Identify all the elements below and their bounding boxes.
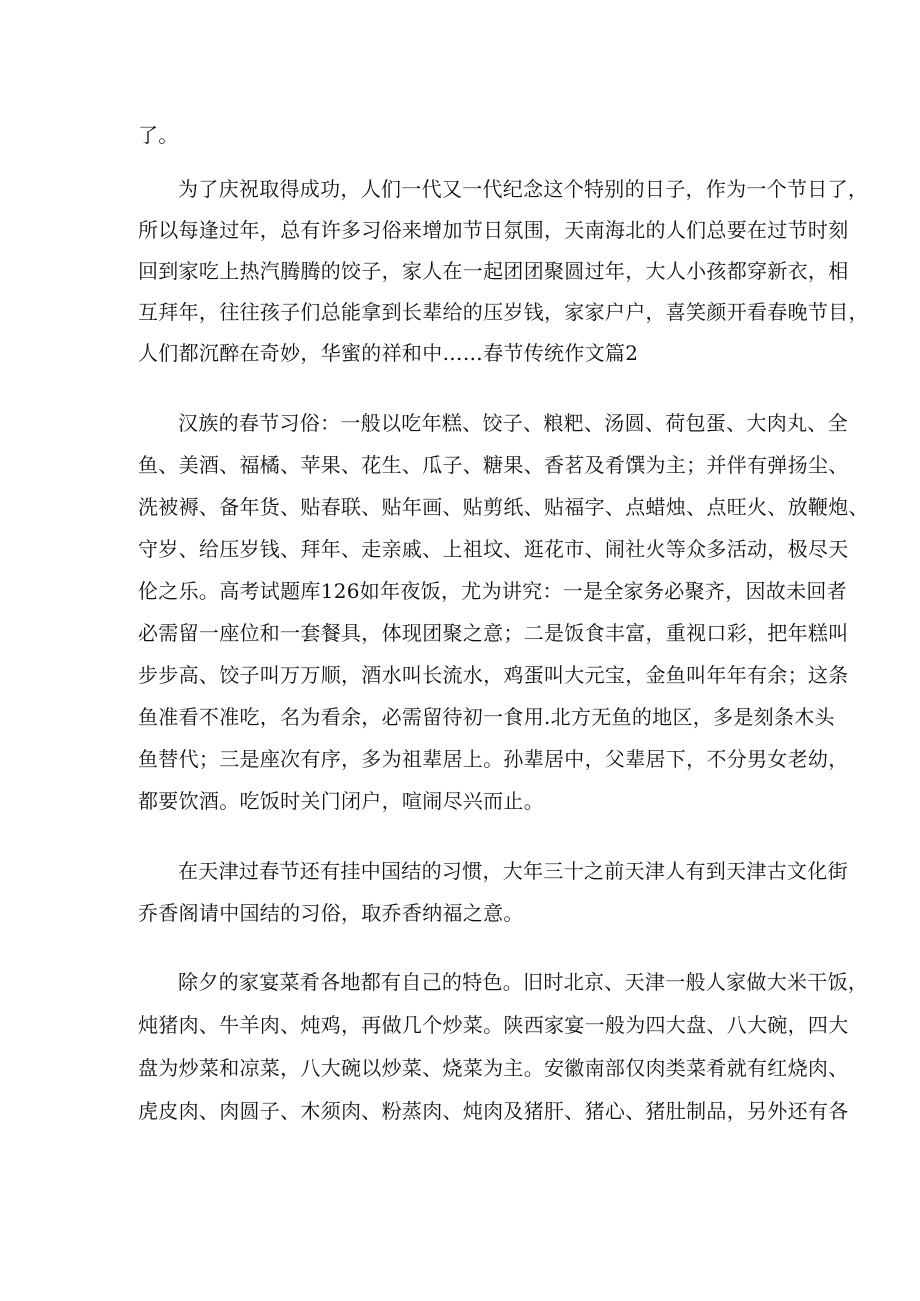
text-line: 为了庆祝取得成功，人们一代又一代纪念这个特别的日子，作为一个节日了， <box>178 177 869 201</box>
text-line: 守岁、给压岁钱、拜年、走亲戚、上祖坟、逛花市、闹社火等众多活动，极尽天 <box>138 537 849 561</box>
text-line: 所以每逢过年，总有许多习俗来增加节日氛围，天南海北的人们总要在过节时刻 <box>138 218 849 242</box>
text-line: 虎皮肉、肉圆子、木须肉、粉蒸肉、炖肉及猪肝、猪心、猪肚制品，另外还有各 <box>138 1099 849 1123</box>
text-line: 洗被褥、备年货、贴春联、贴年画、贴剪纸、贴福字、点蜡烛、点旺火、放鞭炮、 <box>138 495 869 519</box>
text-line: 都要饮酒。吃饭时关门闭户，喧闹尽兴而止。 <box>138 789 544 813</box>
text-line: 乔香阁请中国结的习俗，取乔香纳福之意。 <box>138 901 524 925</box>
text-line: 人们都沉醉在奇妙，华蜜的祥和中……春节传统作文篇2 <box>138 341 639 365</box>
text-line: 了。 <box>138 123 179 147</box>
text-line: 伦之乐。高考试题库126如年夜饭，尤为讲究：一是全家务必聚齐，因故未回者 <box>138 579 847 603</box>
text-line: 鱼准看不准吃，名为看余，必需留待初一食用.北方无鱼的地区，多是刻条木头 <box>138 705 835 729</box>
text-line: 回到家吃上热汽腾腾的饺子，家人在一起团团聚圆过年，大人小孩都穿新衣，相 <box>138 259 849 283</box>
text-line: 炖猪肉、牛羊肉、炖鸡，再做几个炒菜。陕西家宴一般为四大盘、八大碗，四大 <box>138 1013 849 1037</box>
text-line: 必需留一座位和一套餐具，体现团聚之意；二是饭食丰富，重视口彩，把年糕叫 <box>138 621 849 645</box>
text-line: 在天津过春节还有挂中国结的习惯，大年三十之前天津人有到天津古文化街 <box>178 859 848 883</box>
text-line: 鱼、美酒、福橘、苹果、花生、瓜子、糖果、香茗及肴馔为主；并伴有弹扬尘、 <box>138 453 849 477</box>
text-line: 鱼替代；三是座次有序，多为祖辈居上。孙辈居中，父辈居下，不分男女老幼， <box>138 747 849 771</box>
text-line: 除夕的家宴菜肴各地都有自己的特色。旧时北京、天津一般人家做大米干饭， <box>178 970 869 994</box>
text-line: 汉族的春节习俗：一般以吃年糕、饺子、粮粑、汤圆、荷包蛋、大肉丸、全 <box>178 411 848 435</box>
text-line: 步步高、饺子叫万万顺，酒水叫长流水，鸡蛋叫大元宝，金鱼叫年年有余；这条 <box>138 663 849 687</box>
text-line: 互拜年，往往孩子们总能拿到长辈给的压岁钱，家家户户，喜笑颜开看春晚节目， <box>138 300 869 324</box>
text-line: 盘为炒菜和凉菜，八大碗以炒菜、烧菜为主。安徽南部仅肉类菜肴就有红烧肉、 <box>138 1056 849 1080</box>
